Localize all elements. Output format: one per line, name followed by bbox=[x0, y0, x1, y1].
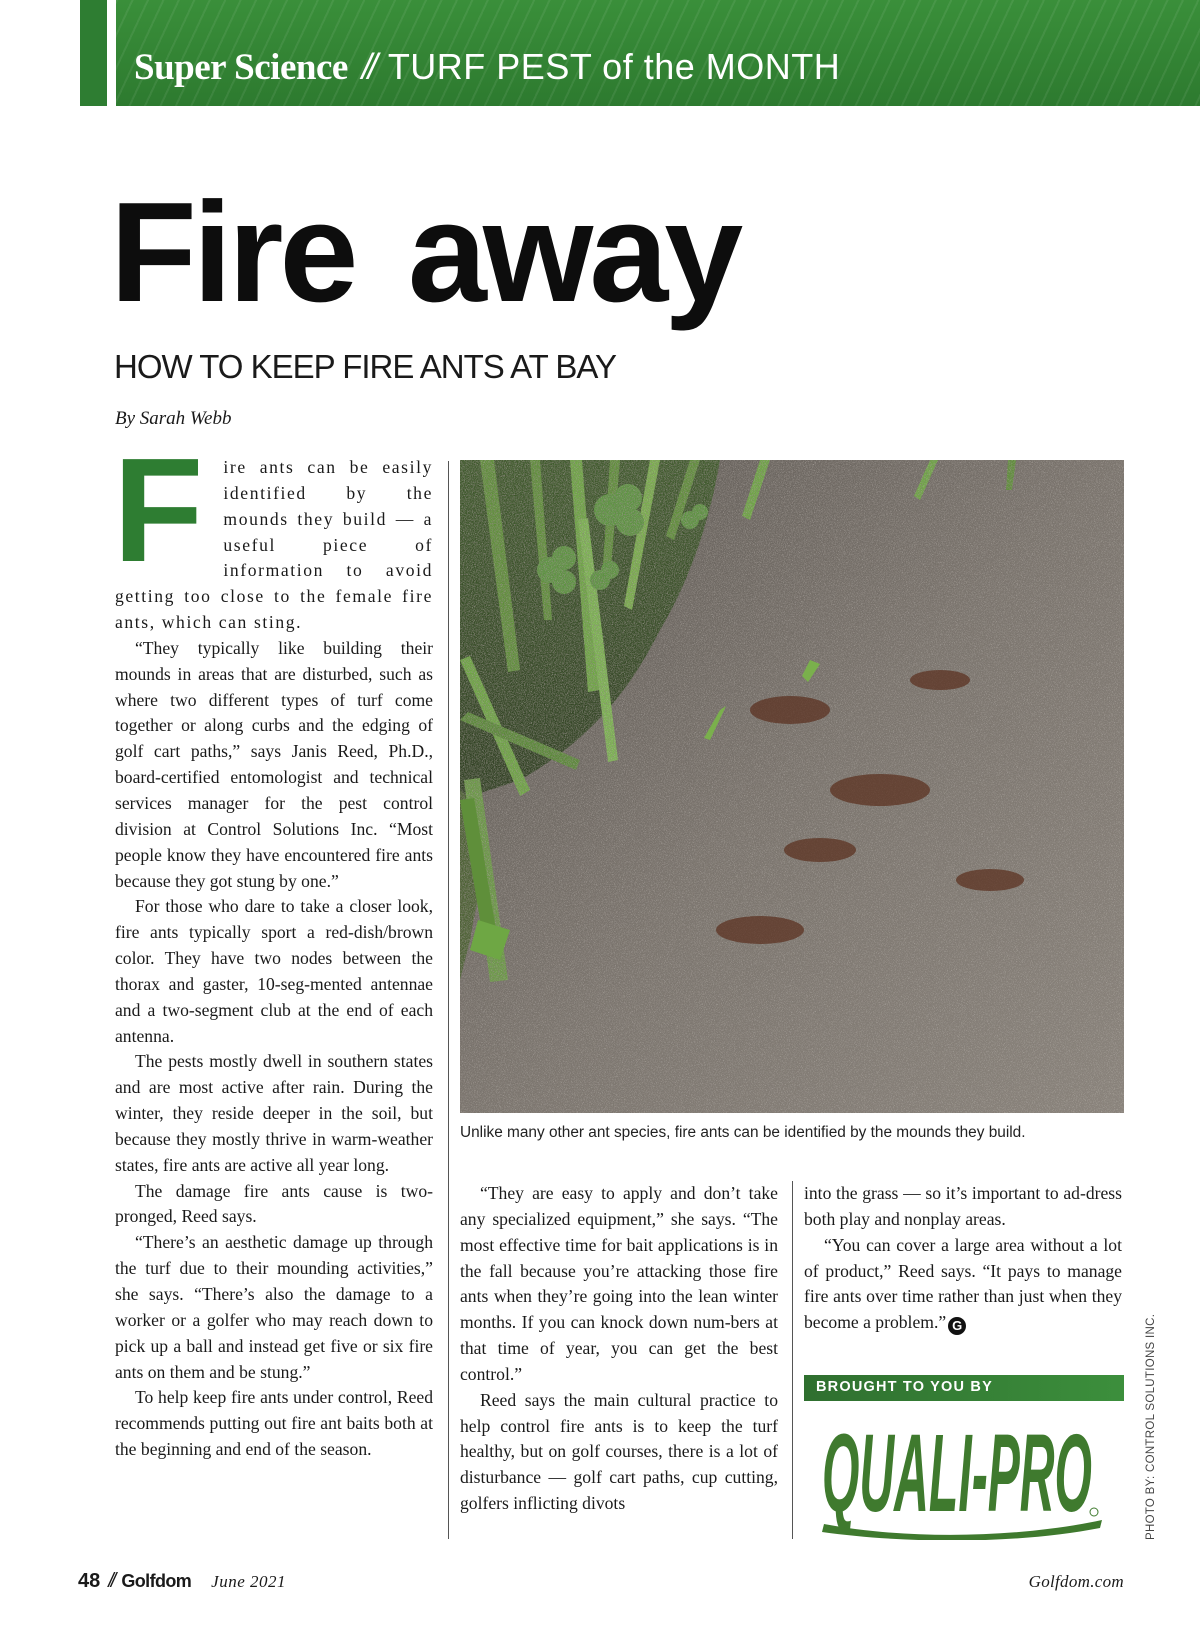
photo-caption: Unlike many other ant species, fire ants can be identified by the mounds they build. bbox=[460, 1124, 1026, 1141]
paragraph bbox=[804, 1233, 1122, 1336]
footer-folio bbox=[78, 1570, 286, 1593]
end-of-article-icon: G bbox=[948, 1317, 966, 1335]
body-column-2 bbox=[460, 1181, 778, 1517]
section-banner bbox=[116, 0, 1200, 106]
drop-cap: F bbox=[113, 428, 204, 593]
paragraph: To help keep fire ants under control, Reed recommends putting out fire ant baits both at the beginning and end of the season. bbox=[115, 1387, 433, 1460]
header-accent-bar bbox=[80, 0, 107, 106]
page-number: 48 bbox=[78, 1570, 101, 1592]
paragraph: “They are easy to apply and don’t take any specialized equipment,” she says. “The most effective time for bait applications is in the fall because you’re attacking those fire ants when they’re going into the lean winter months. If you can knock down num-bers at that time of year, you can get the best control.” bbox=[460, 1183, 778, 1384]
column-divider bbox=[448, 461, 449, 1539]
closing-paragraph-text: “You can cover a large area without a lot of product,” Reed says. “It pays to manage fire ants over time rather than just when they become a problem.” bbox=[804, 1234, 1122, 1333]
section-topic: TURF PEST of the MONTH bbox=[387, 46, 841, 87]
banner-separator: // bbox=[361, 46, 374, 87]
paragraph: Reed says the main cultural practice to help control fire ants is to keep the turf healthy, but on golf courses, there is a lot of disturbance — golf cart paths, cup cutting, golfers inflicting divots bbox=[460, 1389, 778, 1514]
body-column-3 bbox=[804, 1181, 1122, 1336]
footer-separator: // bbox=[108, 1570, 114, 1592]
banner-text bbox=[134, 46, 840, 89]
byline: By Sarah Webb bbox=[115, 408, 232, 429]
column-divider bbox=[792, 1181, 793, 1539]
fire-ant-mound-photo bbox=[460, 460, 1124, 1113]
paragraph: ire ants can be easily identified by the mounds they build — a useful piece of information to avoid getting too close to the female fire ants, which can sting. bbox=[115, 457, 433, 633]
paragraph: The damage fire ants cause is two-pronged, Reed says. bbox=[115, 1180, 433, 1227]
paragraph: “They typically like building their mounds in areas that are disturbed, such as where two different types of turf come together or along curbs and the edging of golf cart paths,” says Janis Reed, Ph.D., board-certified entomologist and technical services manager for the pest control division at Control Solutions Inc. “Most people know they have encountered fire ants because they got stung by one.” bbox=[115, 637, 433, 891]
article-title: Fire away bbox=[110, 173, 740, 332]
issue-date: June 2021 bbox=[211, 1572, 287, 1591]
magazine-name: Golfdom bbox=[121, 1571, 192, 1591]
paragraph: For those who dare to take a closer look, fire ants typically sport a red-dish/brown color. They have two nodes between the thorax and gaster, 10-seg-mented antennae and a two-segment club at the end of each antenna. bbox=[115, 896, 433, 1046]
paragraph: The pests mostly dwell in southern states and are most active after rain. During the winter, they reside deeper in the soil, but because they mostly thrive in warm-weather states, fire ants are active all year long. bbox=[115, 1051, 433, 1175]
quali-pro-logo[interactable] bbox=[818, 1412, 1118, 1540]
body-column-1 bbox=[113, 428, 433, 1463]
paragraph: “There’s an aesthetic damage up through the turf due to their mounding activities,” she says. “There’s also the damage to a worker or a golfer who may reach down to pick up a ball and instead get five or six fire ants on them and be stung.” bbox=[115, 1232, 433, 1382]
sponsor-label: BROUGHT TO YOU BY bbox=[816, 1379, 993, 1395]
photo-credit: PHOTO BY: CONTROL SOLUTIONS INC. bbox=[1145, 1313, 1157, 1540]
website-link[interactable]: Golfdom.com bbox=[1028, 1572, 1124, 1591]
sponsor-bar bbox=[804, 1375, 1124, 1401]
paragraph: into the grass — so it’s important to ad-dress both play and nonplay areas. bbox=[804, 1183, 1122, 1229]
article-subtitle: HOW TO KEEP FIRE ANTS AT BAY bbox=[114, 348, 616, 385]
svg-text:QUALI-PRO: QUALI-PRO bbox=[822, 1412, 1092, 1535]
section-name: Super Science bbox=[134, 47, 348, 88]
